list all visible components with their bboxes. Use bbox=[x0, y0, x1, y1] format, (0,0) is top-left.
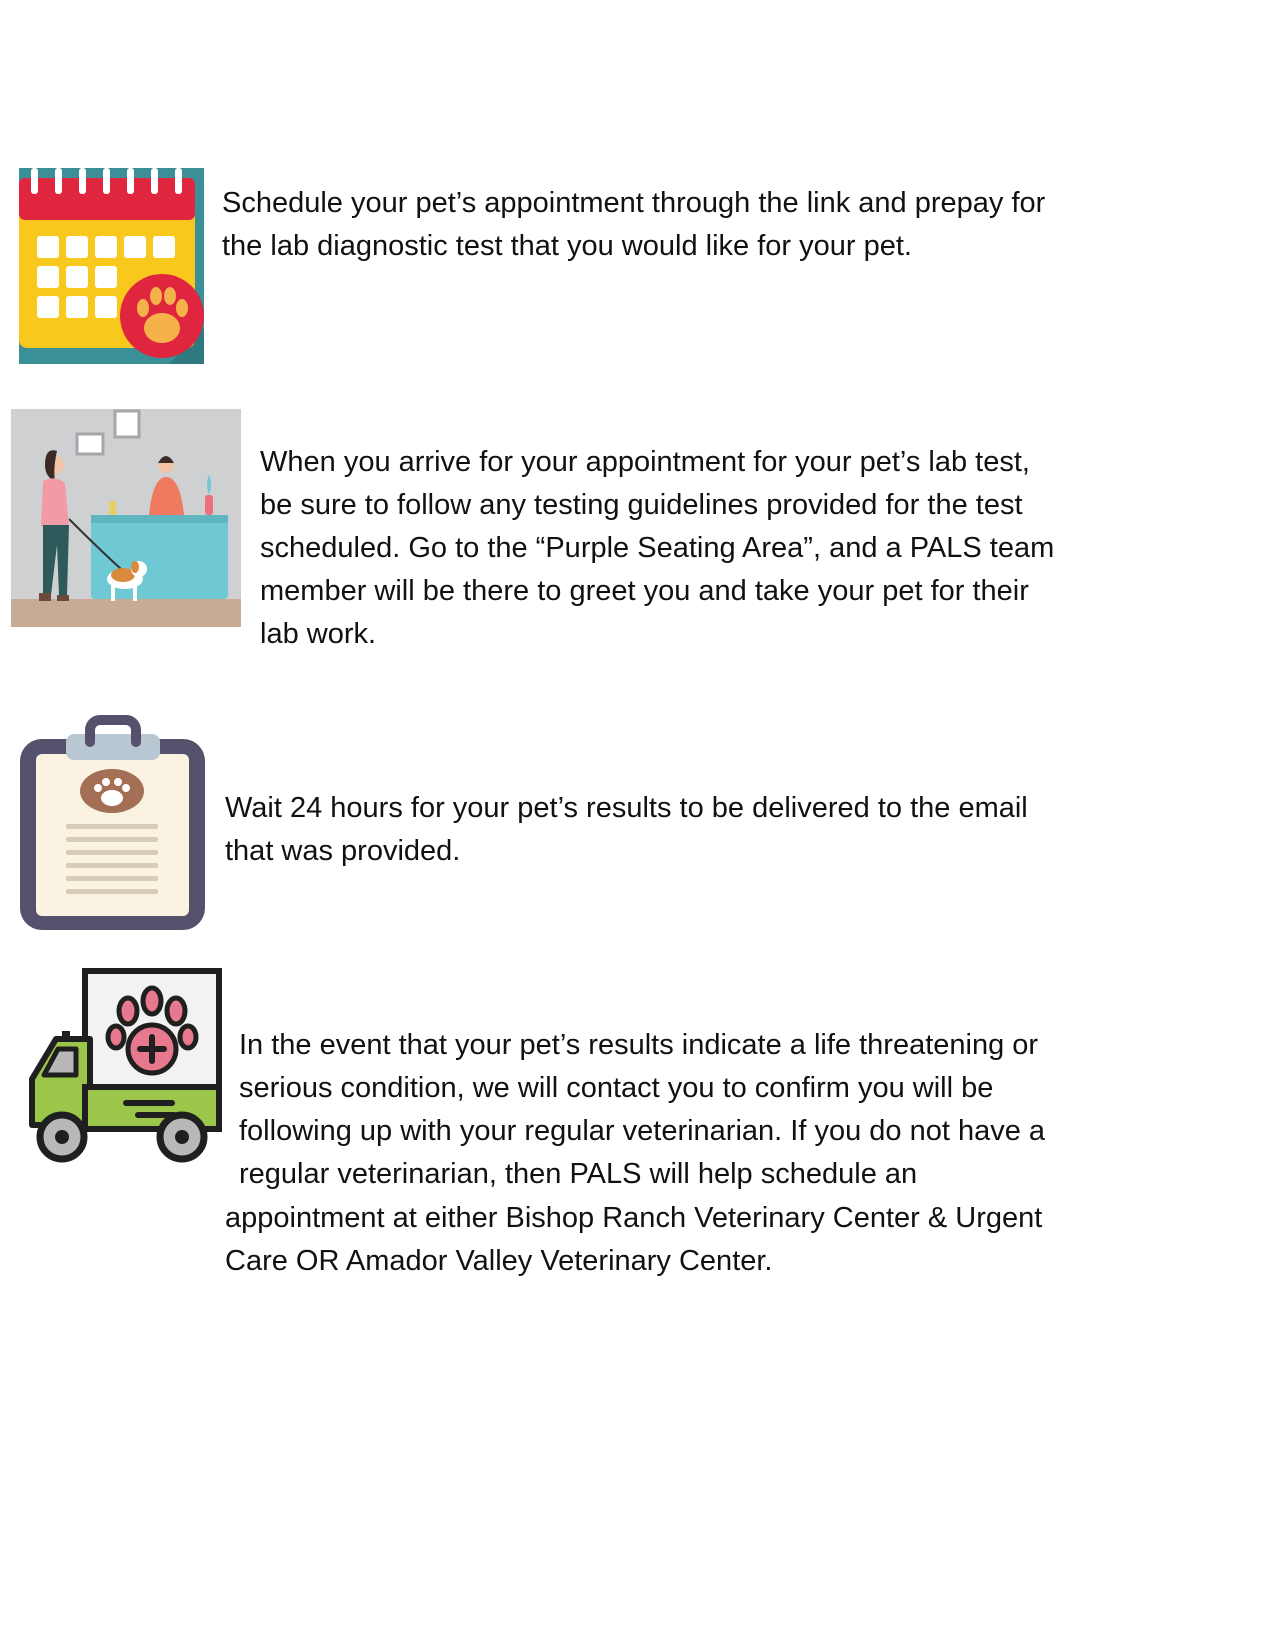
calendar-paw-icon bbox=[19, 168, 204, 364]
vet-reception-icon bbox=[11, 409, 241, 627]
clipboard-paw-icon bbox=[20, 712, 205, 930]
step-1-text: Schedule your pet’s appointment through the link and prepay for the lab diagnostic test that you would like for your pet. bbox=[222, 187, 1046, 262]
pet-ambulance-truck-icon bbox=[22, 967, 222, 1167]
step-4-text-continued: appointment at either Bishop Ranch Veterinary Center & Urgent Care OR Amador Valley Veterinary Center. bbox=[225, 1202, 1043, 1277]
step-4-text: In the event that your pet’s results indicate a life threatening or serious condition, we will contact you to confirm you will be following up with your regular veterinarian. If you do not have a regular veterinarian, then PALS will help schedule an bbox=[239, 1029, 1046, 1190]
step-2-text: When you arrive for your appointment for your pet’s lab test, be sure to follow any testing guidelines provided for the test scheduled. Go to the “Purple Seating Area”, and a PALS team member will be there to greet you and take your pet for their lab work. bbox=[260, 446, 1055, 650]
step-3-text: Wait 24 hours for your pet’s results to be delivered to the email that was provided. bbox=[225, 792, 1028, 867]
